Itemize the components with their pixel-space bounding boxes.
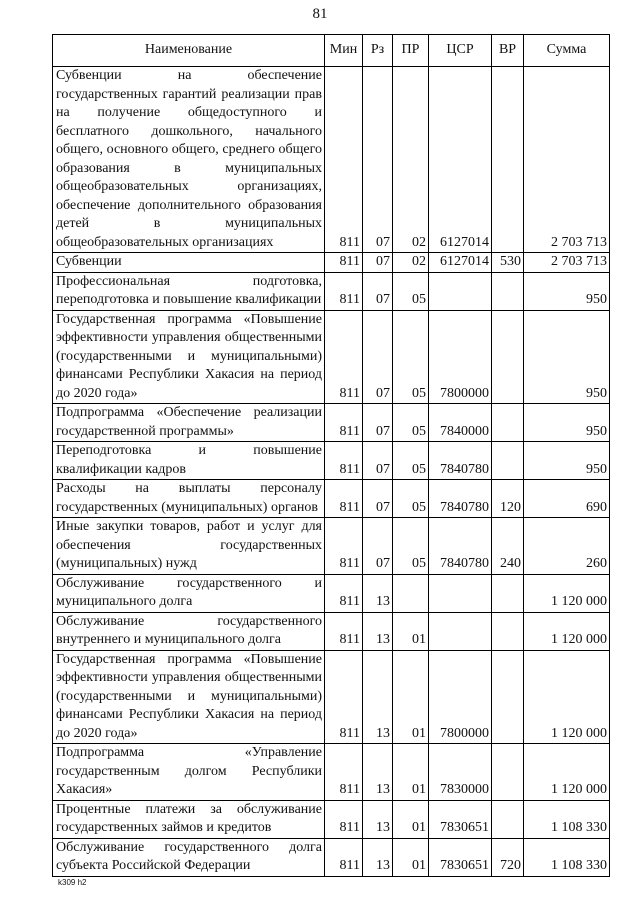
cell-rz: 13 <box>363 744 393 801</box>
cell-sum: 2 703 713 <box>524 253 610 273</box>
cell-name: Профессиональная подготовка, переподготовка и повышение квалификации <box>53 272 325 310</box>
cell-vr <box>492 650 524 744</box>
cell-rz: 07 <box>363 442 393 480</box>
cell-csr: 6127014 <box>429 67 492 253</box>
header-pr: ПР <box>393 35 429 67</box>
cell-sum: 1 120 000 <box>524 574 610 612</box>
header-row <box>53 35 610 67</box>
cell-csr: 7830000 <box>429 744 492 801</box>
table-row <box>53 253 610 273</box>
cell-csr: 7830651 <box>429 838 492 876</box>
cell-vr: 240 <box>492 518 524 575</box>
table-row <box>53 612 610 650</box>
cell-name: Процентные платежи за обслуживание государственных займов и кредитов <box>53 800 325 838</box>
cell-min: 811 <box>325 518 363 575</box>
table-row <box>53 442 610 480</box>
header-vr: ВР <box>492 35 524 67</box>
cell-pr: 01 <box>393 744 429 801</box>
table-row <box>53 518 610 575</box>
cell-sum: 260 <box>524 518 610 575</box>
cell-min: 811 <box>325 310 363 404</box>
cell-name: Подпрограмма «Управление государственным долгом Республики Хакасия» <box>53 744 325 801</box>
cell-sum: 950 <box>524 272 610 310</box>
cell-vr <box>492 67 524 253</box>
cell-pr <box>393 574 429 612</box>
cell-name: Субвенции на обеспечение государственных гарантий реализации прав на получение общедоступного и бесплатного дошкольного, начального общего, основного общего, среднего общего образования в муниципальных общеобразовательных организациях, обеспечение дополнительного образования детей в муниципальных общеобразовательных организациях <box>53 67 325 253</box>
cell-csr <box>429 612 492 650</box>
cell-rz: 13 <box>363 574 393 612</box>
cell-pr: 05 <box>393 310 429 404</box>
cell-name: Государственная программа «Повышение эффективности управления общественными (государственными и муниципальными) финансами Республики Хакасия на период до 2020 года» <box>53 310 325 404</box>
cell-sum: 1 108 330 <box>524 838 610 876</box>
cell-rz: 07 <box>363 310 393 404</box>
cell-name: Подпрограмма «Обеспечение реализации государственной программы» <box>53 404 325 442</box>
cell-sum: 950 <box>524 310 610 404</box>
cell-name: Обслуживание государственного внутреннего и муниципального долга <box>53 612 325 650</box>
cell-vr: 530 <box>492 253 524 273</box>
header-min: Мин <box>325 35 363 67</box>
header-rz: Рз <box>363 35 393 67</box>
table-row <box>53 800 610 838</box>
budget-table <box>52 34 610 877</box>
table-row <box>53 744 610 801</box>
cell-rz: 07 <box>363 272 393 310</box>
cell-vr <box>492 272 524 310</box>
cell-pr: 02 <box>393 253 429 273</box>
cell-vr <box>492 404 524 442</box>
cell-pr: 05 <box>393 404 429 442</box>
table-row <box>53 67 610 253</box>
cell-rz: 07 <box>363 404 393 442</box>
cell-rz: 13 <box>363 650 393 744</box>
header-sum: Сумма <box>524 35 610 67</box>
cell-pr: 05 <box>393 480 429 518</box>
cell-rz: 13 <box>363 838 393 876</box>
table-row <box>53 480 610 518</box>
cell-name: Расходы на выплаты персоналу государственных (муниципальных) органов <box>53 480 325 518</box>
header-csr: ЦСР <box>429 35 492 67</box>
cell-min: 811 <box>325 744 363 801</box>
table-row <box>53 650 610 744</box>
cell-min: 811 <box>325 442 363 480</box>
cell-csr <box>429 272 492 310</box>
cell-min: 811 <box>325 272 363 310</box>
cell-rz: 07 <box>363 518 393 575</box>
cell-sum: 1 120 000 <box>524 744 610 801</box>
cell-rz: 07 <box>363 253 393 273</box>
cell-csr: 7840000 <box>429 404 492 442</box>
table-row <box>53 310 610 404</box>
table-row <box>53 838 610 876</box>
cell-name: Обслуживание государственного долга субъекта Российской Федерации <box>53 838 325 876</box>
table-row <box>53 404 610 442</box>
cell-sum: 950 <box>524 442 610 480</box>
table-row <box>53 272 610 310</box>
cell-rz: 13 <box>363 612 393 650</box>
cell-csr: 7800000 <box>429 650 492 744</box>
cell-pr: 01 <box>393 838 429 876</box>
cell-pr: 05 <box>393 442 429 480</box>
cell-min: 811 <box>325 480 363 518</box>
cell-sum: 690 <box>524 480 610 518</box>
cell-sum: 1 120 000 <box>524 612 610 650</box>
cell-min: 811 <box>325 800 363 838</box>
cell-sum: 1 108 330 <box>524 800 610 838</box>
cell-min: 811 <box>325 404 363 442</box>
cell-pr: 05 <box>393 272 429 310</box>
cell-pr: 01 <box>393 612 429 650</box>
cell-vr: 120 <box>492 480 524 518</box>
cell-vr <box>492 744 524 801</box>
cell-sum: 950 <box>524 404 610 442</box>
cell-min: 811 <box>325 574 363 612</box>
cell-vr: 720 <box>492 838 524 876</box>
cell-min: 811 <box>325 253 363 273</box>
cell-csr: 7840780 <box>429 480 492 518</box>
cell-sum: 1 120 000 <box>524 650 610 744</box>
cell-min: 811 <box>325 612 363 650</box>
cell-min: 811 <box>325 67 363 253</box>
cell-csr: 6127014 <box>429 253 492 273</box>
cell-sum: 2 703 713 <box>524 67 610 253</box>
cell-csr: 7840780 <box>429 518 492 575</box>
cell-pr: 01 <box>393 650 429 744</box>
cell-vr <box>492 442 524 480</box>
cell-csr <box>429 574 492 612</box>
cell-vr <box>492 310 524 404</box>
table-row <box>53 574 610 612</box>
cell-rz: 07 <box>363 67 393 253</box>
header-name: Наименование <box>53 35 325 67</box>
cell-min: 811 <box>325 650 363 744</box>
cell-name: Переподготовка и повышение квалификации кадров <box>53 442 325 480</box>
cell-csr: 7800000 <box>429 310 492 404</box>
cell-name: Иные закупки товаров, работ и услуг для обеспечения государственных (муниципальных) нужд <box>53 518 325 575</box>
cell-vr <box>492 612 524 650</box>
cell-vr <box>492 800 524 838</box>
cell-min: 811 <box>325 838 363 876</box>
cell-vr <box>492 574 524 612</box>
cell-name: Субвенции <box>53 253 325 273</box>
page-number: 81 <box>312 6 328 22</box>
footer-code: k309 h2 <box>58 878 87 887</box>
cell-name: Государственная программа «Повышение эффективности управления общественными (государственными и муниципальными) финансами Республики Хакасия на период до 2020 года» <box>53 650 325 744</box>
cell-rz: 13 <box>363 800 393 838</box>
cell-name: Обслуживание государственного и муниципального долга <box>53 574 325 612</box>
cell-pr: 02 <box>393 67 429 253</box>
cell-pr: 01 <box>393 800 429 838</box>
cell-csr: 7830651 <box>429 800 492 838</box>
cell-pr: 05 <box>393 518 429 575</box>
cell-csr: 7840780 <box>429 442 492 480</box>
cell-rz: 07 <box>363 480 393 518</box>
